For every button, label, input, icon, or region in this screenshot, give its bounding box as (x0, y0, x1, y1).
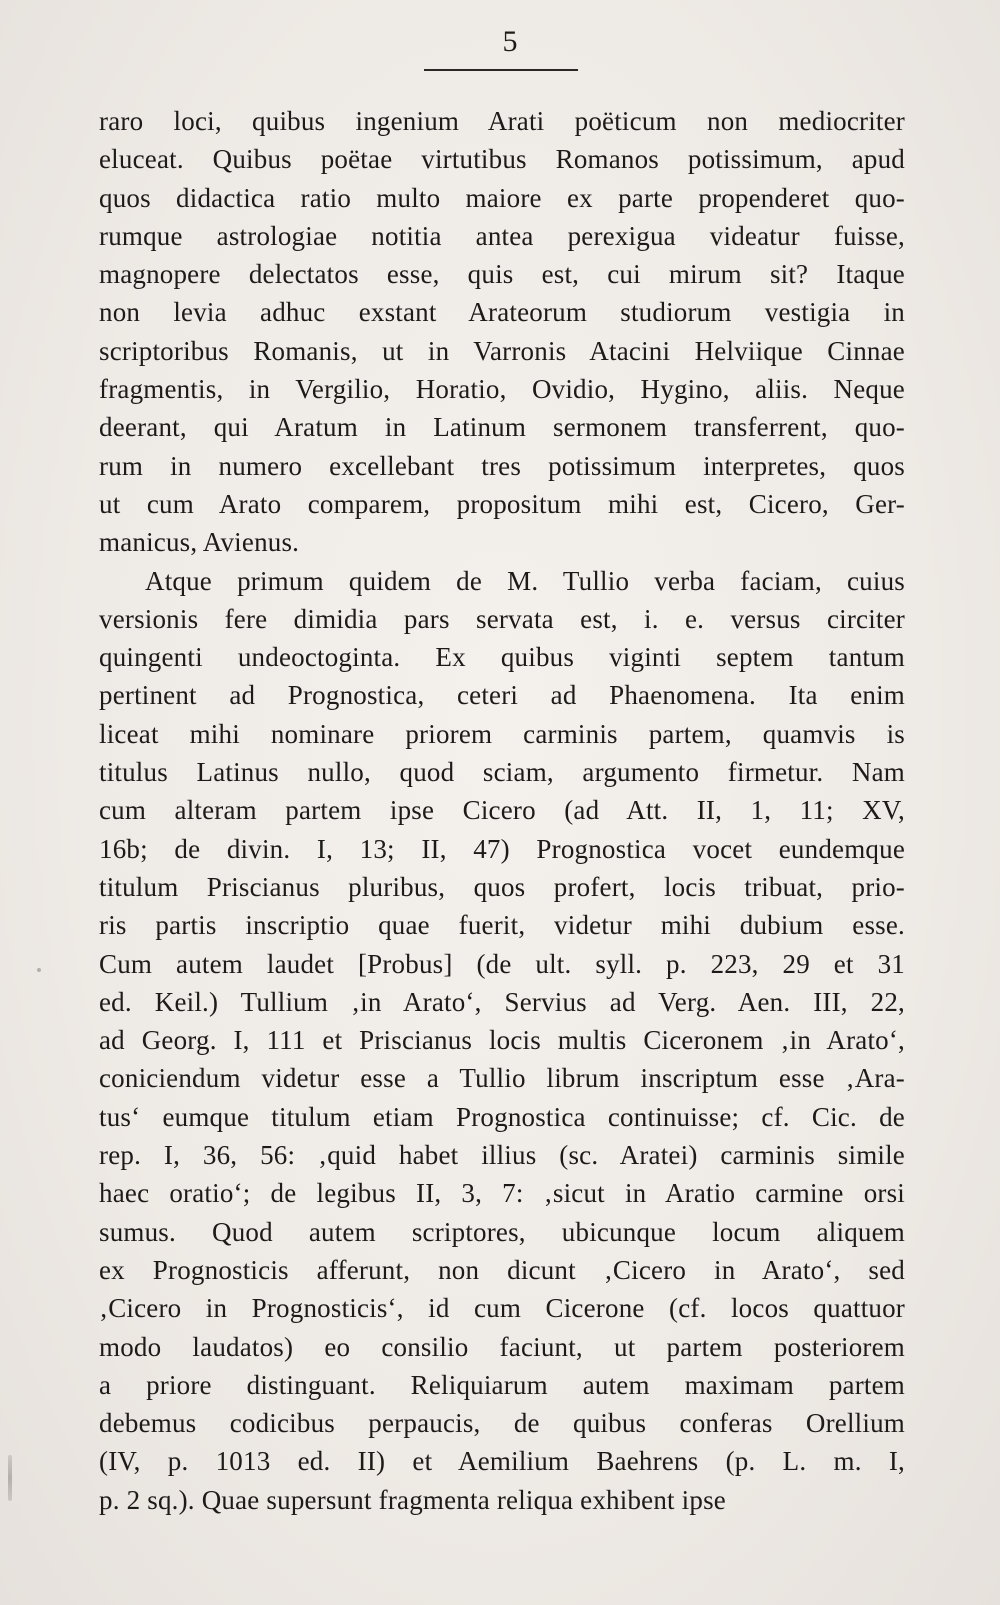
header-rule (424, 69, 578, 71)
text-line: quingenti undeoctoginta. Ex quibus viginti septem tantum (99, 642, 905, 673)
text-line: debemus codicibus perpaucis, de quibus conferas Orellium (99, 1408, 905, 1439)
margin-smudge (8, 1455, 12, 1501)
text-line: titulus Latinus nullo, quod sciam, argumento firmetur. Nam (99, 757, 905, 788)
text-line: titulum Priscianus pluribus, quos profert, locis tribuat, prio- (99, 871, 905, 902)
text-line: rum in numero excellebant tres potissimum interpretes, quos (99, 450, 905, 481)
text-line: manicus, Avienus. (99, 527, 300, 558)
text-line: liceat mihi nominare priorem carminis partem, quamvis is (99, 718, 905, 749)
text-line: rumque astrologiae notitia antea perexigua videatur fuisse, (99, 220, 905, 251)
text-line: rep. I, 36, 56: ‚quid habet illius (sc. Aratei) carminis simile (99, 1140, 905, 1171)
text-line: ut cum Arato comparem, propositum mihi est, Cicero, Ger- (99, 488, 905, 519)
text-line: Atque primum quidem de M. Tullio verba faciam, cuius (145, 565, 905, 596)
text-line: deerant, qui Aratum in Latinum sermonem transferrent, quo- (99, 412, 905, 443)
text-line: ed. Keil.) Tullium ‚in Arato‘, Servius ad Verg. Aen. III, 22, (99, 986, 905, 1017)
body-text (99, 102, 905, 1519)
text-line: p. 2 sq.). Quae supersunt fragmenta reliqua exhibent ipse (99, 1484, 726, 1515)
text-line: haec oratio‘; de legibus II, 3, 7: ‚sicut in Aratio carmine orsi (99, 1178, 905, 1209)
text-line: fragmentis, in Vergilio, Horatio, Ovidio, Hygino, aliis. Neque (99, 374, 905, 405)
text-line: quos didactica ratio multo maiore ex parte propenderet quo- (99, 182, 905, 213)
text-line: non levia adhuc exstant Arateorum studiorum vestigia in (99, 297, 905, 328)
page-header (0, 22, 1000, 62)
text-line: (IV, p. 1013 ed. II) et Aemilium Baehrens (p. L. m. I, (99, 1446, 905, 1477)
text-line: coniciendum videtur esse a Tullio librum inscriptum esse ‚Ara- (99, 1063, 905, 1094)
text-line: ad Georg. I, 111 et Priscianus locis multis Ciceronem ‚in Arato‘, (99, 1025, 905, 1056)
text-line: cum alteram partem ipse Cicero (ad Att. II, 1, 11; XV, (99, 795, 905, 826)
text-line: tus‘ eumque titulum etiam Prognostica continuisse; cf. Cic. de (99, 1101, 905, 1132)
text-line: modo laudatos) eo consilio faciunt, ut partem posteriorem (99, 1331, 905, 1362)
page-number: 5 (502, 25, 518, 58)
text-line: ris partis inscriptio quae fuerit, videtur mihi dubium esse. (99, 910, 905, 941)
text-line: magnopere delectatos esse, quis est, cui mirum sit? Itaque (99, 259, 905, 290)
text-line: a priore distinguant. Reliquiarum autem maximam partem (99, 1369, 905, 1400)
text-line: ‚Cicero in Prognosticis‘, id cum Cicerone (cf. locos quattuor (99, 1293, 905, 1324)
text-line: 16b; de divin. I, 13; II, 47) Prognostica vocet eundemque (99, 833, 905, 864)
text-line: Cum autem laudet [Probus] (de ult. syll. p. 223, 29 et 31 (99, 948, 905, 979)
text-line: eluceat. Quibus poëtae virtutibus Romanos potissimum, apud (99, 144, 905, 175)
text-line: scriptoribus Romanis, ut in Varronis Atacini Helviique Cinnae (99, 335, 905, 366)
text-line: raro loci, quibus ingenium Arati poëticum non mediocriter (99, 106, 905, 136)
text-line: sumus. Quod autem scriptores, ubicunque locum aliquem (99, 1216, 905, 1247)
text-line: versionis fere dimidia pars servata est, i. e. versus circiter (99, 603, 905, 634)
text-line: pertinent ad Prognostica, ceteri ad Phaenomena. Ita enim (99, 680, 905, 711)
text-line: ex Prognosticis afferunt, non dicunt ‚Cicero in Arato‘, sed (99, 1254, 905, 1285)
paper-speck (37, 968, 41, 972)
